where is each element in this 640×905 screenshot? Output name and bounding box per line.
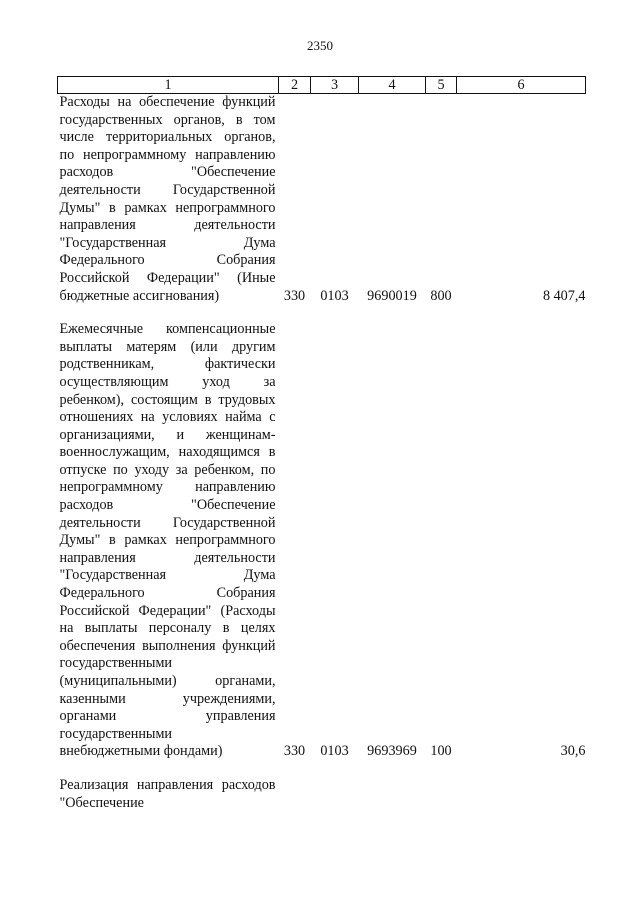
row-target-code: 9690019 xyxy=(367,287,417,304)
row-section-code: 0103 xyxy=(320,287,349,304)
row-ministry-code xyxy=(279,777,311,812)
row-ministry-code: 330 xyxy=(283,287,306,304)
column-header-3: 3 xyxy=(311,77,359,94)
row-section-code: 0103 xyxy=(320,743,349,760)
header-row xyxy=(58,77,586,94)
row-target-code: 9693969 xyxy=(367,743,417,760)
table-row xyxy=(58,94,586,306)
row-description: Расходы на обеспечение функций государственных органов, в том числе территориальных органов, по непрограммному направлению расходов "Обеспечение деятельности Государственной Думы" в рамках непрограммного направления деятельности "Государственная Дума Федерального Собрания Российской Федерации" (Иные бюджетные ассигнования) xyxy=(59,94,276,304)
row-target-code xyxy=(359,777,426,812)
row-spacer xyxy=(58,761,586,777)
row-amount: 30,6 xyxy=(560,743,586,760)
column-header-1: 1 xyxy=(58,77,279,94)
row-expense-type-code xyxy=(426,777,457,812)
row-ministry-code: 330 xyxy=(283,743,306,760)
row-expense-type-code: 100 xyxy=(430,743,452,760)
page-number: 2350 xyxy=(307,38,333,53)
row-description: Ежемесячные компенсационные выплаты матерям (или другим родственникам, фактически осуществляющим уход за ребенком), состоящим в трудовых отношениях на условиях найма с организациями, и женщинам-военнослужащим, находящимся в отпуске по уходу за ребенком, по непрограммному направлению расходов "Обеспечение деятельности Государственной Думы" в рамках непрограммного направления деятельности "Государственная Дума Федерального Собрания Российской Федерации" (Расходы на выплаты персоналу в целях обеспечения выполнения функций государственными (муниципальными) органами, казенными учреждениями, органами управления государственными внебюджетными фондами) xyxy=(59,321,276,760)
column-header-2: 2 xyxy=(279,77,311,94)
row-section-code xyxy=(311,777,359,812)
row-amount: 8 407,4 xyxy=(542,287,586,304)
table-body xyxy=(58,94,586,813)
table-row xyxy=(58,321,586,761)
column-header-5: 5 xyxy=(426,77,457,94)
row-expense-type-code: 800 xyxy=(430,287,452,304)
column-header-4: 4 xyxy=(359,77,426,94)
budget-table xyxy=(57,76,586,812)
row-description: Реализация направления расходов "Обеспечение xyxy=(59,776,276,811)
column-header-6: 6 xyxy=(457,77,586,94)
table-row xyxy=(58,777,586,812)
table-header xyxy=(58,77,586,94)
row-amount xyxy=(457,777,586,812)
row-spacer xyxy=(58,305,586,321)
